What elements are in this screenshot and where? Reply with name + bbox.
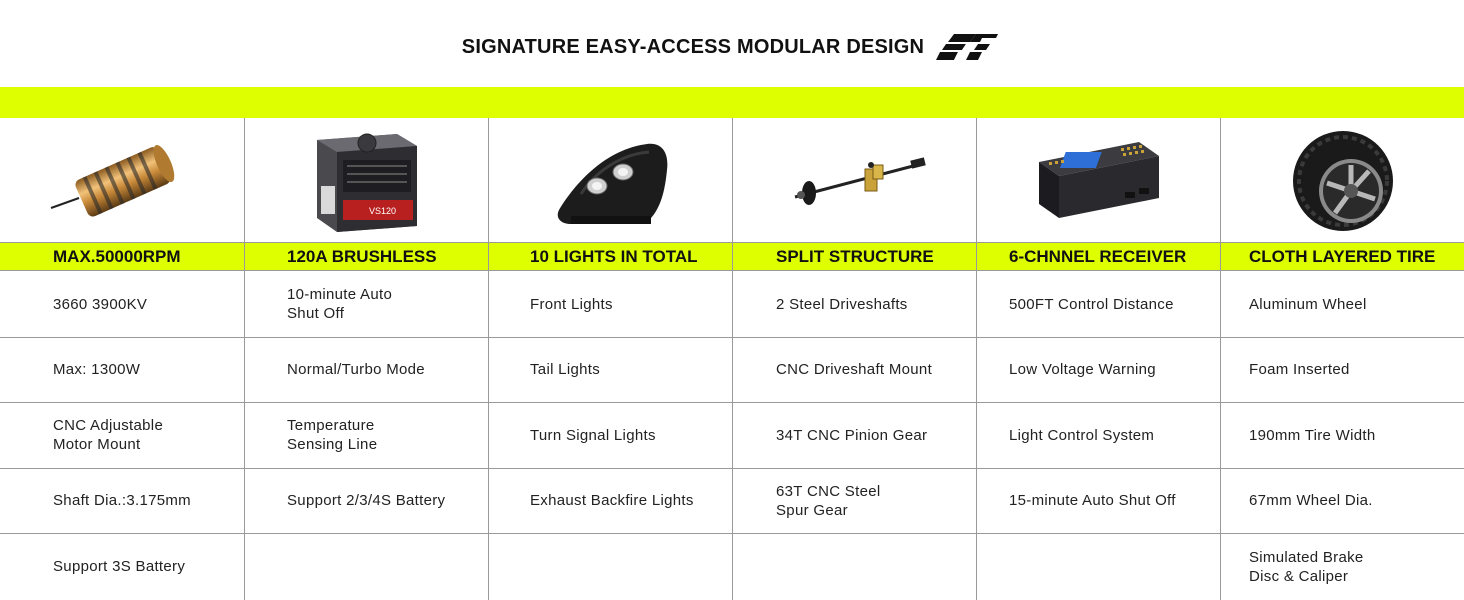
column-header: 10 LIGHTS IN TOTAL (489, 242, 733, 271)
spec-text: CNC Adjustable Motor Mount (53, 417, 164, 453)
row-divider (245, 337, 489, 338)
spec-text: Low Voltage Warning (1009, 361, 1156, 378)
spec-text: Light Control System (1009, 426, 1155, 444)
spec-text: Shaft Dia.:3.175mm (53, 492, 191, 509)
title-bar (0, 30, 1464, 64)
spec-cell (733, 533, 977, 600)
spec-text: 190mm Tire Width (1249, 426, 1376, 444)
row-divider (977, 402, 1221, 403)
spec-cell (0, 271, 244, 337)
checkered-flag-icon (936, 30, 1002, 64)
spec-cell (0, 402, 244, 468)
spec-cell (489, 402, 733, 468)
column-header: 6-CHNNEL RECEIVER (977, 242, 1221, 271)
spec-cell (733, 468, 977, 533)
esc-image (245, 118, 489, 242)
column-receiver (976, 118, 1221, 600)
row-divider (0, 402, 244, 403)
column-driveshaft (732, 118, 977, 600)
spec-text: 67mm Wheel Dia. (1249, 492, 1373, 509)
column-esc (244, 118, 489, 600)
accent-band (0, 87, 1464, 118)
row-divider (733, 533, 977, 534)
spec-text: 34T CNC Pinion Gear (776, 426, 928, 444)
spec-cell (977, 337, 1221, 402)
row-divider (245, 468, 489, 469)
spec-cell (1221, 468, 1464, 533)
column-motor (0, 118, 244, 600)
spec-text: Foam Inserted (1249, 361, 1350, 378)
spec-cell (489, 337, 733, 402)
row-divider (977, 468, 1221, 469)
column-header: SPLIT STRUCTURE (733, 242, 977, 271)
receiver-image (977, 118, 1221, 242)
row-divider (0, 468, 244, 469)
spec-cell (977, 402, 1221, 468)
spec-cell (0, 533, 244, 600)
row-divider (0, 533, 244, 534)
spec-text: Turn Signal Lights (530, 426, 656, 444)
spec-cell (0, 337, 244, 402)
spec-text: 63T CNC Steel Spur Gear (776, 482, 881, 519)
row-divider (489, 337, 733, 338)
row-divider (489, 402, 733, 403)
page-title: SIGNATURE EASY-ACCESS MODULAR DESIGN (461, 35, 925, 58)
spec-cell (733, 271, 977, 337)
light-housing-image (489, 118, 733, 242)
spec-text: Exhaust Backfire Lights (530, 492, 694, 509)
driveshaft-image (733, 118, 977, 242)
row-divider (977, 337, 1221, 338)
column-lights (488, 118, 733, 600)
row-divider (1221, 468, 1464, 469)
tire-image (1221, 118, 1464, 242)
spec-cell (245, 337, 489, 402)
spec-cell (0, 468, 244, 533)
spec-cell (489, 468, 733, 533)
spec-text: CNC Driveshaft Mount (776, 361, 933, 378)
row-divider (489, 533, 733, 534)
row-divider (489, 468, 733, 469)
spec-cell (245, 468, 489, 533)
spec-text: 15-minute Auto Shut Off (1009, 492, 1176, 509)
spec-text: Support 2/3/4S Battery (287, 492, 446, 509)
row-divider (977, 533, 1221, 534)
spec-text: Simulated Brake Disc & Caliper (1249, 548, 1364, 585)
row-divider (245, 402, 489, 403)
spec-cell (489, 533, 733, 600)
spec-cell (977, 468, 1221, 533)
column-header: CLOTH LAYERED TIRE (1221, 242, 1464, 271)
spec-table (0, 118, 1464, 600)
spec-cell (977, 533, 1221, 600)
spec-cell (733, 337, 977, 402)
spec-text: Support 3S Battery (53, 558, 186, 575)
spec-cell (1221, 337, 1464, 402)
row-divider (1221, 402, 1464, 403)
spec-text: 2 Steel Driveshafts (776, 295, 908, 313)
row-divider (733, 468, 977, 469)
spec-text: Aluminum Wheel (1249, 295, 1367, 313)
spec-cell (1221, 533, 1464, 600)
spec-cell (1221, 271, 1464, 337)
brushless-motor-image (0, 118, 244, 242)
row-divider (733, 337, 977, 338)
column-tire (1220, 118, 1464, 600)
spec-cell (245, 402, 489, 468)
spec-cell (733, 402, 977, 468)
spec-cell (489, 271, 733, 337)
spec-text: 500FT Control Distance (1009, 295, 1174, 313)
column-header: 120A BRUSHLESS (245, 242, 489, 271)
spec-cell (245, 271, 489, 337)
spec-text: Front Lights (530, 295, 613, 313)
spec-cell (1221, 402, 1464, 468)
spec-cell (977, 271, 1221, 337)
row-divider (0, 337, 244, 338)
column-header: MAX.50000RPM (0, 242, 244, 271)
spec-cell (245, 533, 489, 600)
spec-text: 3660 3900KV (53, 295, 148, 313)
row-divider (245, 533, 489, 534)
spec-text: Normal/Turbo Mode (287, 361, 425, 378)
row-divider (733, 402, 977, 403)
spec-text: Tail Lights (530, 361, 601, 378)
row-divider (1221, 533, 1464, 534)
row-divider (1221, 337, 1464, 338)
spec-text: Max: 1300W (53, 361, 141, 378)
spec-text: 10-minute Auto Shut Off (287, 286, 393, 322)
svg-text:VS120: VS120 (369, 206, 397, 216)
spec-text: Temperature Sensing Line (287, 417, 378, 453)
